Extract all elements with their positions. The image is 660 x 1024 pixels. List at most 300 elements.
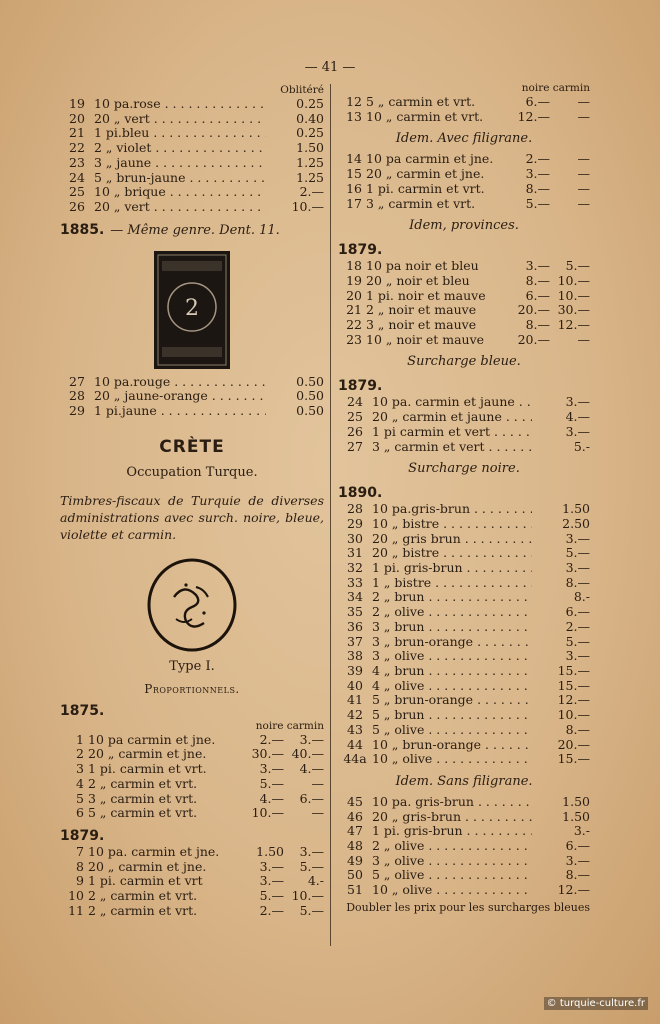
catalog-row [338,795,590,810]
catalog-row [338,693,590,708]
footer-note: Doubler les prix pour les surcharges bleues [346,900,590,914]
price-carmin: 10.— [291,888,324,904]
catalog-row [338,318,590,333]
stamp-description: 5 „ carmin et vrt. [88,806,198,821]
price: 0.25 [296,125,324,141]
catalog-row [338,752,590,767]
catalog-number: 23 [346,331,362,347]
surcharge-noire: Surcharge noire. [408,461,520,477]
price-carmin: 10.— [557,287,590,303]
catalog-number: 5 [76,790,84,806]
catalog-number: 20 [69,110,85,126]
stamp-description: 10 pa.rouge . . . [94,375,266,390]
catalog-number: 24 [69,169,85,185]
price-noire: 20.— [517,302,550,318]
catalog-row [338,502,590,517]
price: 3.— [565,648,590,664]
catalog-number: 3 [76,761,84,777]
catalog-row [338,110,590,125]
catalog-number: 48 [347,838,363,854]
stamp-description: 20 „ vert . . . [94,200,266,215]
price: 0.50 [296,403,324,419]
catalog-number: 41 [347,692,363,708]
stamp-description: 5 „ brun-jaune . . . [94,171,266,186]
stamp-description: 10 „ olive . . . [372,752,532,767]
stamp-description: 3 „ olive . . . [372,649,532,664]
catalog-row [338,605,590,620]
price: 2.— [565,618,590,634]
proportionnels-heading: Proportionnels. [144,681,240,696]
price: 20.— [557,736,590,752]
catalog-number: 33 [347,574,363,590]
price-carmin: — [577,180,590,196]
catalog-number: 35 [347,604,363,620]
price-carmin: 5.— [299,858,324,874]
price: 15.— [557,751,590,767]
price: 10.— [291,198,324,214]
noire-carmin-header-left: noire carmin [255,719,324,732]
catalog-row [338,635,590,650]
idem-sans-filigrane: Idem. Sans filigrane. [395,773,533,789]
column-divider [330,84,331,946]
price-carmin: — [577,166,590,182]
price: 0.40 [296,110,324,126]
stamp-description: 2 „ carmin et vrt. [88,903,198,918]
stamp-description: 1 pi. gris-brun . . . [372,561,532,576]
catalog-row [338,883,590,898]
catalog-number: 18 [346,258,362,274]
stamp-description: 2 „ noir et mauve [366,303,477,318]
year-1885-text: — Même genre. Dent. 11. [110,222,280,238]
price-carmin: 5.— [299,902,324,918]
catalog-row [338,152,590,167]
crete-subtitle: Occupation Turque. [126,464,258,480]
catalog-number: 13 [346,108,362,124]
catalog-row [338,561,590,576]
catalog-number: 25 [347,409,363,425]
catalog-row [60,747,324,762]
stamp-description: 10 „ noir et mauve [366,332,485,347]
price: 3.— [565,560,590,576]
catalog-row [338,664,590,679]
price-noire: 5.— [259,775,284,791]
catalog-row [60,200,324,215]
price: 5.— [565,545,590,561]
right-rows-b [338,152,590,211]
catalog-number: 46 [347,808,363,824]
catalog-number: 21 [346,302,362,318]
stamp-description: 1 pi. carmin et vrt. [88,762,207,777]
catalog-row [338,738,590,753]
stamp-description: 3 „ brun-orange . . . [372,635,532,650]
catalog-row [338,259,590,274]
stamp-description: 5 „ olive . . . [372,723,532,738]
idem-filigrane: Idem. Avec filigrane. [395,131,533,147]
catalog-row [60,874,324,889]
price: 8.— [565,721,590,737]
year-1875: 1875. [60,702,105,719]
catalog-row [338,546,590,561]
catalog-row [60,806,324,821]
catalog-number: 16 [346,180,362,196]
stamp-description: 4 „ brun . . . [372,664,532,679]
catalog-row [338,824,590,839]
stamp-description: 10 pa.gris-brun . . . [372,502,532,517]
price-noire: 3.— [259,858,284,874]
right-rows-c [338,259,590,347]
surcharge-bleue: Surcharge bleue. [407,354,521,370]
price-carmin: 30.— [557,302,590,318]
catalog-number: 32 [347,560,363,576]
catalog-number: 14 [346,151,362,167]
catalog-row [338,410,590,425]
catalog-row [338,868,590,883]
catalog-row [60,777,324,792]
catalog-number: 19 [346,272,362,288]
catalog-row [60,904,324,919]
price-noire: 5.— [525,195,550,211]
catalog-row [60,389,324,404]
year-1879-left: 1879. [60,827,105,844]
price-carmin: — [577,195,590,211]
catalog-number: 24 [347,394,363,410]
right-rows-d [338,395,590,454]
catalog-row [338,274,590,289]
catalog-number: 27 [347,438,363,454]
catalog-row [338,810,590,825]
catalog-number: 10 [68,888,84,904]
price-noire: 8.— [525,180,550,196]
stamp-description: 3 „ olive . . . [372,854,532,869]
price: 12.— [557,692,590,708]
catalog-row [338,517,590,532]
catalog-row [338,440,590,455]
catalog-row [60,889,324,904]
right-rows-e [338,502,590,767]
price-carmin: 6.— [299,790,324,806]
stamp-description: 3 „ carmin et vrt. [88,791,198,806]
year-1890: 1890. [338,485,383,502]
year-1879-right-b: 1879. [338,378,383,395]
catalog-number: 19 [69,96,85,111]
catalog-number: 31 [347,545,363,561]
stamp-description: 20 „ bistre . . . [372,546,532,561]
price: 1.50 [296,140,324,156]
right-column [338,84,590,914]
catalog-number: 40 [347,677,363,693]
price-carmin: 3.— [299,731,324,747]
catalog-row [60,141,324,156]
price-carmin: — [577,108,590,124]
catalog-number: 51 [347,882,363,898]
right-rows-f [338,795,590,898]
price-carmin: — [577,331,590,347]
catalog-row [338,620,590,635]
catalog-row [338,182,590,197]
catalog-number: 34 [347,589,363,605]
catalog-number: 29 [347,515,363,531]
price: 8.- [573,589,590,605]
price: 3.- [573,823,590,839]
catalog-row [338,590,590,605]
stamp-description: 2 „ brun . . . [372,590,532,605]
catalog-number: 22 [69,140,85,156]
stamp-description: 10 „ carmin et vrt. [366,109,484,124]
stamp-description: 1 pi. noir et mauve [366,288,486,303]
price: 15.— [557,662,590,678]
price: 1.50 [562,808,590,824]
catalog-row [338,167,590,182]
stamp-description: 10 „ bistre . . . [372,517,532,532]
price: 5.— [565,633,590,649]
price-noire: 1.50 [256,843,284,859]
price: 3.— [565,394,590,410]
stamp-description: 1 pi.bleu . . . [94,126,266,141]
stamp-description: 10 pa carmin et jne. [88,732,216,747]
catalog-number: 30 [347,530,363,546]
price-carmin: 4.— [299,761,324,777]
left-column [60,84,324,918]
catalog-number: 27 [69,373,85,389]
year-1879-right: 1879. [338,242,383,259]
price-carmin: — [311,805,324,821]
catalog-row [338,679,590,694]
price-carmin: — [577,151,590,167]
catalog-number: 20 [346,287,362,303]
price-carmin: — [311,775,324,791]
catalog-row [338,576,590,591]
catalog-number: 42 [347,707,363,723]
price: 0.50 [296,373,324,389]
stamp-description: 5 „ carmin et vrt. [366,95,476,109]
page-number: — 41 — [304,60,356,75]
stamp-description: 20 „ gris brun . . . [372,532,532,547]
stamp-description: 2 „ olive . . . [372,839,532,854]
price-noire: 20.— [517,331,550,347]
price: 1.50 [562,501,590,517]
price: 10.— [557,707,590,723]
stamp-description: 3 „ brun . . . [372,620,532,635]
catalog-row [338,303,590,318]
catalog-number: 49 [347,852,363,868]
price-carmin: 4.- [307,873,324,889]
catalog-number: 26 [69,198,85,214]
price: 0.25 [296,96,324,111]
price-noire: 6.— [525,94,550,109]
crete-paragraph: Timbres-fiscaux de Turquie de diverses administrations avec surch. noire, bleue, violette et carmin. [60,492,324,542]
crete-title: CRÈTE [159,436,225,457]
stamp-description: 10 „ olive . . . [372,883,532,898]
stamp-description: 10 pa.rose . . . [94,97,266,112]
catalog-row [338,532,590,547]
price: 1.25 [296,169,324,185]
type-label: Type I. [169,658,215,674]
stamp-description: 20 „ vert . . . [94,112,266,127]
catalog-number: 2 [76,746,84,762]
catalog-number: 11 [68,902,84,918]
stamp-description: 1 pi. carmin et vrt [88,874,203,889]
catalog-number: 37 [347,633,363,649]
catalog-number: 36 [347,618,363,634]
catalog-number: 45 [347,793,363,809]
price-noire: 8.— [525,317,550,333]
price-noire: 10.— [251,805,284,821]
price: 8.— [565,574,590,590]
catalog-row [338,197,590,212]
stamp-description: 20 „ carmin et jne. [88,747,207,762]
catalog-row [60,112,324,127]
catalog-row [338,395,590,410]
price-carmin: 40.— [291,746,324,762]
stamp-description: 10 „ brun-orange . . . [372,738,532,753]
catalog-row [60,792,324,807]
svg-text:2: 2 [185,295,199,321]
catalog-number: 22 [346,317,362,333]
stamp-description: 10 pa carmin et jne. [366,152,494,167]
stamp-description: 5 „ brun . . . [372,708,532,723]
noire-carmin-header-right: noire carmin [521,82,590,94]
catalog-row [60,126,324,141]
price: 8.— [565,867,590,883]
price-carmin: 10.— [557,272,590,288]
stamp-description: 20 „ noir et bleu [366,273,470,288]
stamp-description: 4 „ olive . . . [372,679,532,694]
stamp-description: 1 pi.jaune . . . [94,404,266,419]
catalog-number: 17 [346,195,362,211]
price-noire: 3.— [525,166,550,182]
stamp-description: 10 pa. carmin et jaune . . . [372,395,532,410]
price: 1.25 [296,154,324,170]
stamp-description: 3 „ carmin et vrt. [366,196,476,211]
price-noire: 3.— [259,873,284,889]
price-noire: 2.— [525,151,550,167]
catalog-row [60,762,324,777]
price-noire: 4.— [259,790,284,806]
stamp-description: 1 „ bistre . . . [372,576,532,591]
right-rows-a [338,95,590,124]
catalog-row [338,854,590,869]
catalog-row [338,708,590,723]
catalog-row [338,723,590,738]
catalog-number: 43 [347,721,363,737]
oblitere-header: Oblitéré [280,84,324,96]
price: 6.— [565,838,590,854]
price-noire: 5.— [259,888,284,904]
catalog-row [60,156,324,171]
catalog-number: 9 [76,873,84,889]
rows-1879-left [60,845,324,919]
price-noire: 3.— [259,761,284,777]
year-1885-line [60,221,324,239]
catalog-row [60,185,324,200]
catalog-number: 47 [347,823,363,839]
catalog-row [60,860,324,875]
stamp-description: 3 „ carmin et vert . . . [372,440,532,455]
price-carmin: 3.— [299,843,324,859]
price-noire: 6.— [525,287,550,303]
stamp-description: 20 „ carmin et jne. [88,859,207,874]
stamp-description: 20 „ gris-brun . . . [372,810,532,825]
price: 3.— [565,423,590,439]
price: 3.— [565,852,590,868]
catalog-number: 26 [347,423,363,439]
catalog-number: 4 [76,775,84,791]
stamp-description: 20 „ jaune-orange . . . [94,389,266,404]
stamp-description: 3 „ noir et mauve [366,318,477,333]
stamp-description: 2 „ carmin et vrt. [88,889,198,904]
price-noire: 8.— [525,272,550,288]
price: 0.50 [296,388,324,404]
left-rows-b [60,375,324,419]
catalog-number: 38 [347,648,363,664]
catalog-row [60,171,324,186]
stamp-description: 1 pi. carmin et vrt. [366,181,485,196]
catalog-row [60,733,324,748]
price-carmin: — [577,94,590,109]
price: 5.- [573,438,590,454]
price: 4.— [565,409,590,425]
catalog-row [338,289,590,304]
catalog-number: 15 [346,166,362,182]
price-noire: 2.— [259,731,284,747]
price-carmin: 5.— [565,258,590,274]
year-1885: 1885. [60,221,105,238]
idem-provinces: Idem, provinces. [409,218,519,234]
catalog-number: 8 [76,858,84,874]
price-noire: 12.— [517,108,550,124]
stamp-description: 5 „ olive . . . [372,868,532,883]
price-noire: 2.— [259,902,284,918]
stamp-image [154,251,230,369]
catalog-number: 23 [69,154,85,170]
catalog-number: 44a [343,751,367,767]
catalog-number: 25 [69,184,85,200]
catalog-row [60,97,324,112]
catalog-row [60,845,324,860]
price: 2.— [299,184,324,200]
catalog-row [60,375,324,390]
price: 6.— [565,604,590,620]
stamp-description: 20 „ carmin et jaune . . . [372,410,532,425]
stamp-description: 20 „ carmin et jne. [366,167,485,182]
stamp-description: 5 „ brun-orange . . . [372,693,532,708]
catalog-number: 39 [347,662,363,678]
catalog-row [338,95,590,110]
seal-image [146,557,238,653]
catalog-number: 44 [347,736,363,752]
catalog-number: 21 [69,125,85,141]
price-noire: 30.— [251,746,284,762]
stamp-description: 10 pa. carmin et jne. [88,844,220,859]
rows-1875 [60,733,324,821]
stamp-description: 2 „ olive . . . [372,605,532,620]
catalog-row [338,333,590,348]
catalog-row [338,425,590,440]
stamp-description: 1 pi. gris-brun . . . [372,824,532,839]
price: 2.50 [562,515,590,531]
price: 15.— [557,677,590,693]
price: 3.— [565,530,590,546]
stamp-description: 2 „ violet . . . [94,141,266,156]
price: 12.— [557,882,590,898]
price-carmin: 12.— [557,317,590,333]
stamp-description: 2 „ carmin et vrt. [88,776,198,791]
copyright-watermark: © turquie-culture.fr [544,997,648,1010]
catalog-number: 1 [76,731,84,747]
stamp-description: 1 pi carmin et vert . . . [372,425,532,440]
price: 1.50 [562,793,590,809]
catalog-number: 50 [347,867,363,883]
